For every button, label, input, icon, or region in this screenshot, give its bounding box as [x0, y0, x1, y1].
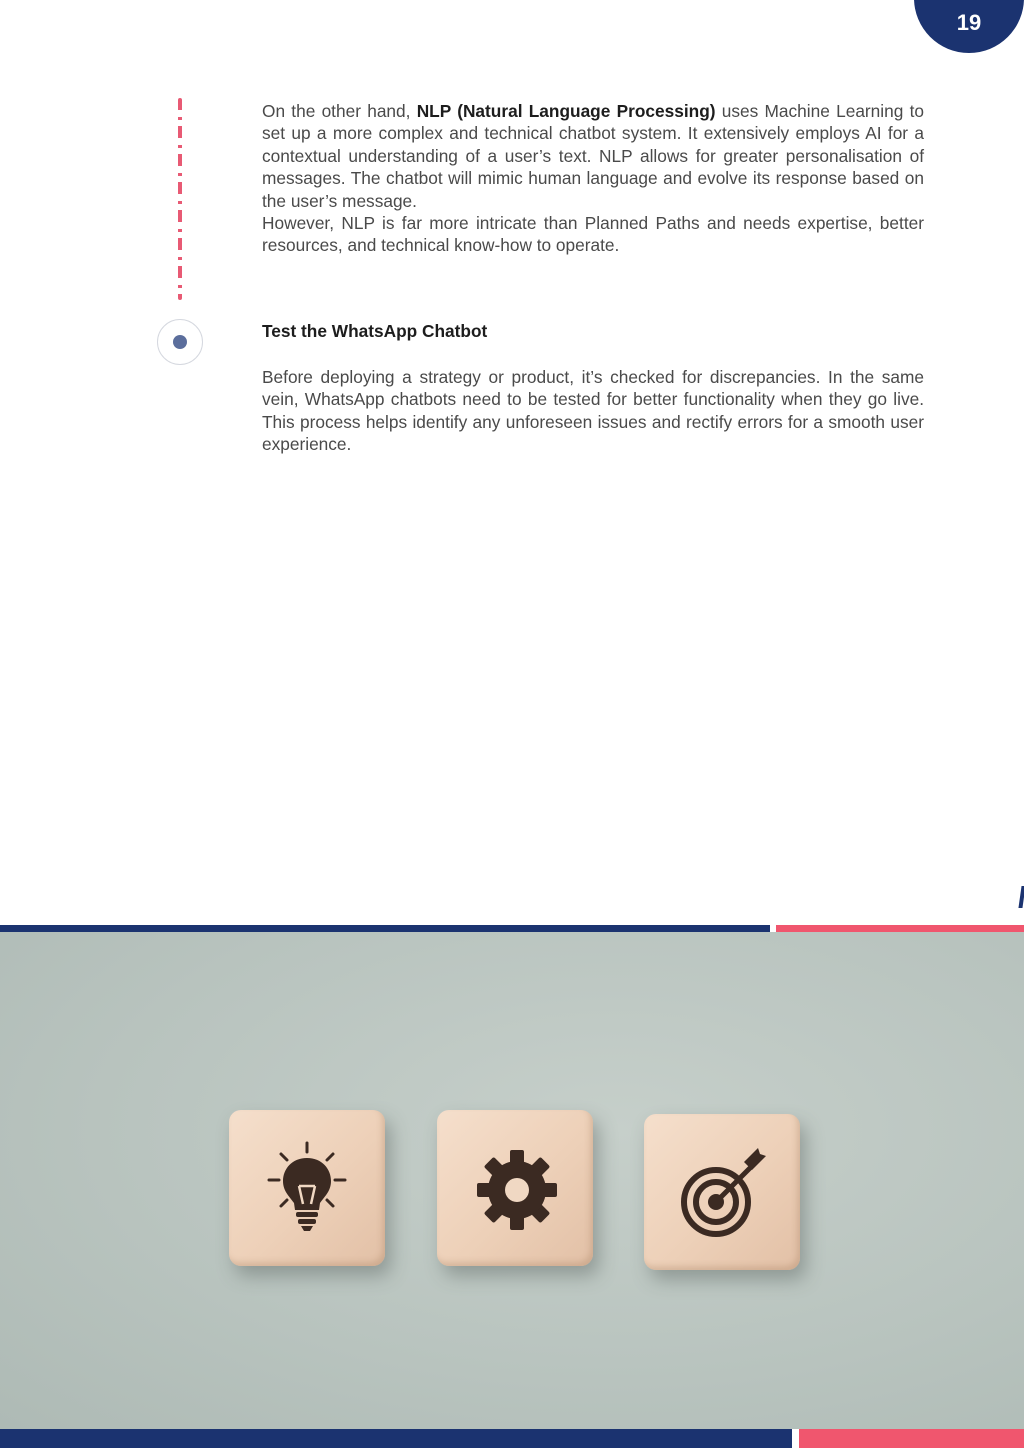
nlp-paragraph-first: [262, 100, 924, 212]
target-icon: [672, 1142, 772, 1242]
block-gear: [437, 1110, 593, 1266]
timeline-bullet: [157, 319, 203, 365]
bullet-dot: [173, 335, 187, 349]
section-body: Before deploying a strategy or product, it’s checked for discrepancies. In the same vein, WhatsApp chatbots need to be tested for better functionality when they go live. This process helps identify any unforeseen issues and rectify errors for a smooth user experience.: [262, 367, 924, 455]
nlp-paragraph-second: However, NLP is far more intricate than Planned Paths and needs expertise, better resources, and technical know-how to operate.: [262, 213, 924, 256]
lightbulb-icon: [257, 1138, 357, 1238]
nlp-paragraph: [262, 100, 924, 257]
block-lightbulb: [229, 1110, 385, 1266]
timeline-dashed-line: [178, 98, 182, 300]
divider-band-pink: [776, 925, 1024, 932]
section-heading: Test the WhatsApp Chatbot: [262, 321, 488, 341]
footer-band-navy: [0, 1429, 792, 1448]
nlp-bold-term: NLP (Natural Language Processing): [416, 101, 716, 121]
nlp-body-text: uses Machine Learning to set up a more complex and technical chatbot system. It extensively employs AI for a contextual understanding of a user’s text. NLP allows for greater personalisation of messages. The chatbot will mimic human language and evolve its response based on the user’s message.: [262, 101, 925, 211]
photo-wooden-blocks: [0, 932, 1024, 1429]
block-target: [644, 1114, 800, 1270]
page-number: 19: [956, 10, 982, 35]
divider-band-navy: [0, 925, 770, 932]
footer-band-pink: [799, 1429, 1024, 1448]
gear-icon: [465, 1138, 565, 1238]
nlp-lead-text: On the other hand,: [262, 101, 417, 121]
edge-mark: [1018, 886, 1024, 908]
